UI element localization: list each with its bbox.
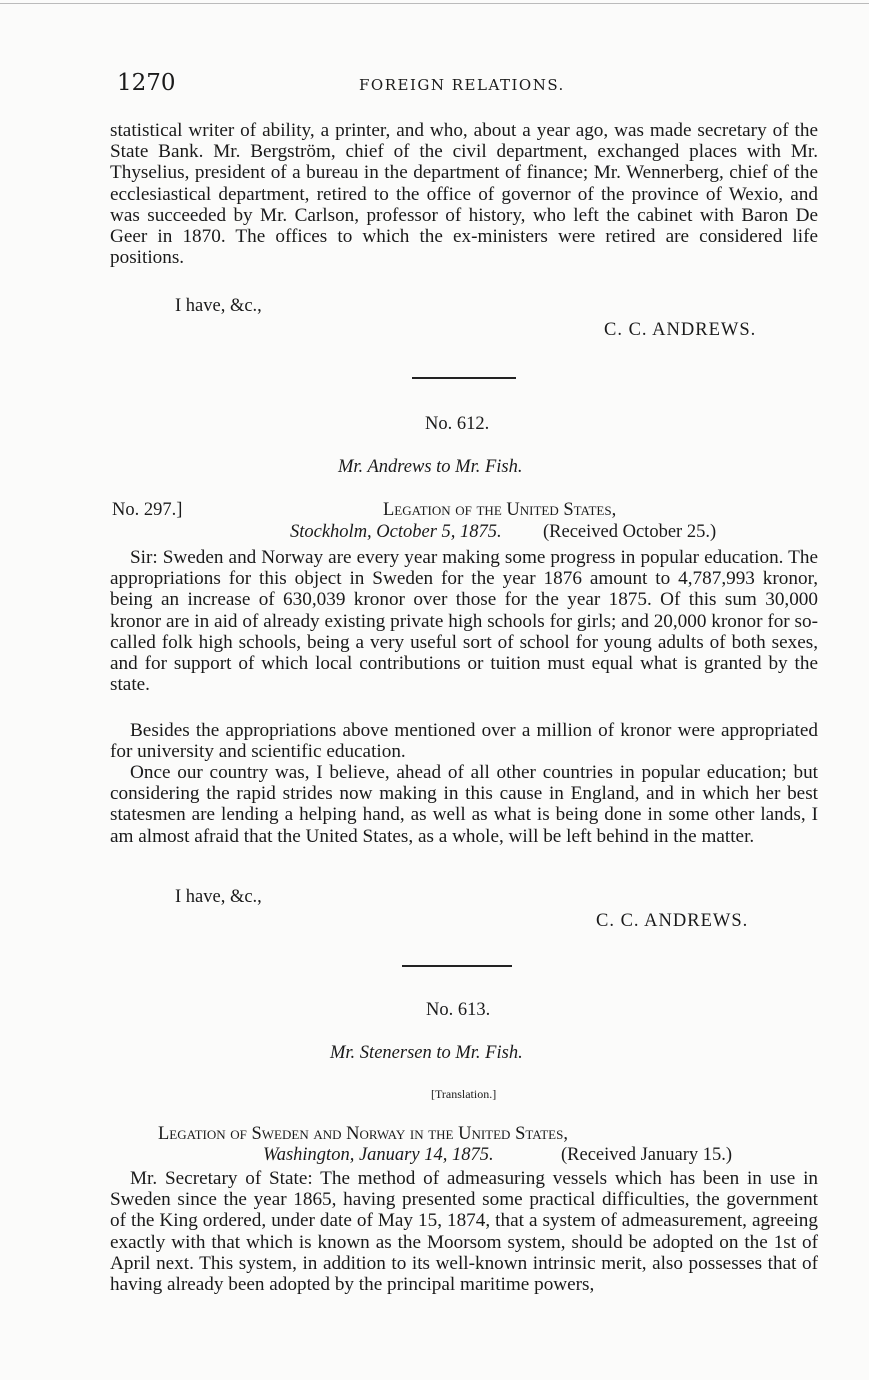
place-date: Stockholm, October 5, 1875. [290, 522, 502, 542]
signature: C. C. ANDREWS. [604, 320, 757, 340]
legation-line: Legation of Sweden and Norway in the United States, [158, 1124, 568, 1144]
letter-paragraph-1: Mr. Secretary of State: The method of admeasuring vessels which has been in use in Sweden since the year 1865, having presented some practical difficulties, the government of the King ordered, under date of May 15, 1874, that a system of admeasurement, agreeing exactly with that which is known as the Moorsom system, should be adopted on the 1st of April next. This system, in addition to its well-known intrinsic merit, also possesses that of having already been adopted by the principal maritime powers, [110, 1168, 818, 1296]
legation-line: Legation of the United States, [383, 500, 617, 520]
page-number: 1270 [117, 70, 176, 96]
continuation-paragraph: statistical writer of ability, a printer, and who, about a year ago, was made secretary of the State Bank. Mr. Bergström, chief of the civil department, exchanged places with Mr. Thyselius, president of a bureau in the department of finance; Mr. Wennerberg, chief of the ecclesiastical department, retired to the office of governor of the province of Wexio, and was succeeded by Mr. Carlson, professor of history, who left the cabinet with Baron De Geer in 1870. The offices to which the ex-ministers were retired are considered life positions. [110, 120, 818, 269]
section-divider [402, 965, 512, 967]
document-number: No. 613. [426, 1000, 491, 1020]
closing-line: I have, &c., [175, 296, 262, 316]
section-divider [412, 377, 516, 379]
letter-paragraph-2: Besides the appropriations above mentioned over a million of kronor were appropriated for university and scientific education. [110, 720, 818, 763]
received-date: (Received October 25.) [543, 522, 717, 542]
received-date: (Received January 15.) [561, 1145, 733, 1165]
dispatch-number: No. 297.] [112, 500, 183, 520]
document-number: No. 612. [425, 414, 490, 434]
letter-paragraph-1: Sir: Sweden and Norway are every year making some progress in popular education. The appropriations for this object in Sweden for the year 1876 amount to 4,787,993 kronor, being an increase of 630,039 kronor over those for the year 1875. Of this sum 30,000 kronor are in aid of already existing private high schools for girls; and 20,000 kronor for so-called folk high schools, being a very useful sort of school for young adults of both sexes, and for support of which local contributions or tuition must equal what is granted by the state. [110, 547, 818, 696]
closing-line: I have, &c., [175, 887, 262, 907]
document-heading: Mr. Stenersen to Mr. Fish. [330, 1043, 523, 1063]
letter-paragraph-3: Once our country was, I believe, ahead of all other countries in popular education; but considering the rapid strides now making in this cause in England, and in which her best statesmen are lending a helping hand, as well as what is being done in some other lands, I am almost afraid that the United States, as a whole, will be left behind in the matter. [110, 762, 818, 847]
running-title: FOREIGN RELATIONS. [359, 76, 565, 94]
translation-note: [Translation.] [431, 1087, 497, 1101]
place-date: Washington, January 14, 1875. [263, 1145, 494, 1165]
top-border-line [0, 3, 869, 4]
document-heading: Mr. Andrews to Mr. Fish. [338, 457, 523, 477]
signature: C. C. ANDREWS. [596, 911, 749, 931]
page-header [117, 70, 817, 100]
